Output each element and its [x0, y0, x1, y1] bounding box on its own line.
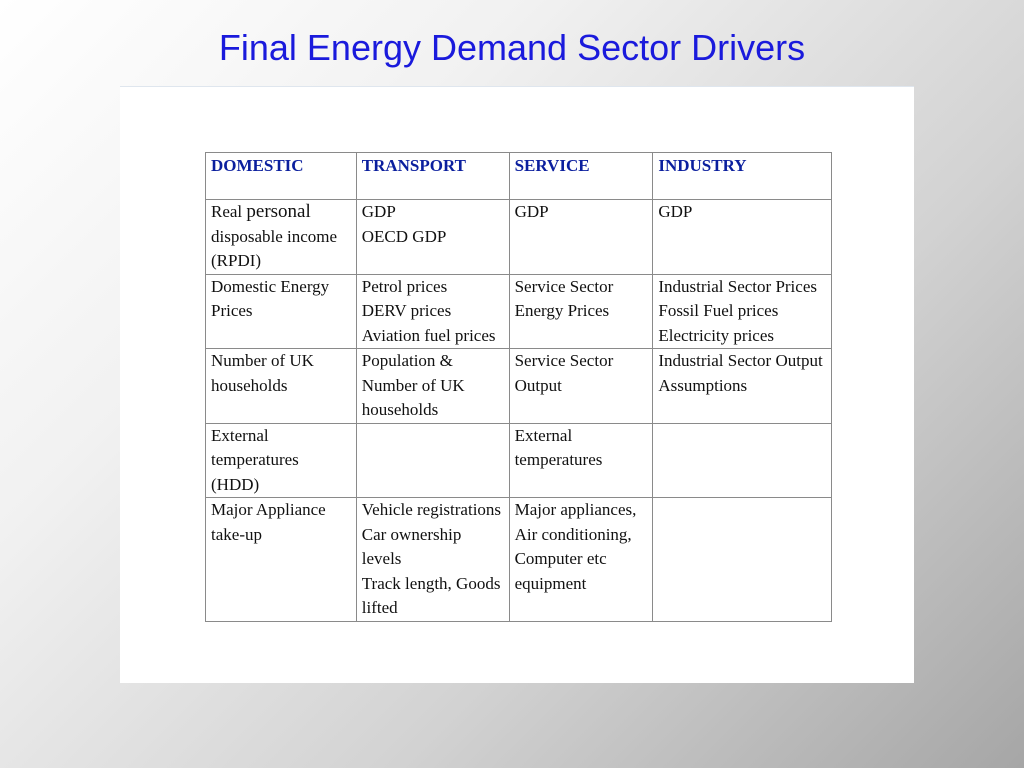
cell-line: External temperatures [514, 425, 603, 469]
cell-industry [653, 349, 832, 424]
cell-line: Petrol prices [361, 276, 448, 296]
cell-line: Population & Number of UK households [361, 351, 465, 419]
slide-title: Final Energy Demand Sector Drivers [218, 27, 806, 68]
header-service: SERVICE [509, 153, 653, 200]
cell-line: GDP [514, 202, 549, 221]
cell-line: Service Sector Energy Prices [514, 276, 614, 320]
cell-service [509, 498, 653, 622]
cell-industry [653, 274, 832, 349]
cell-transport [356, 423, 509, 498]
cell-line: Fossil Fuel prices [658, 301, 779, 320]
cell-transport [356, 274, 509, 349]
cell-line: GDP [361, 202, 396, 221]
cell-line: Electricity prices [658, 325, 774, 345]
cell-service [509, 200, 653, 275]
cell-domestic [206, 498, 357, 622]
cell-line: Service Sector Output [514, 351, 614, 395]
sector-drivers-table [205, 152, 832, 622]
cell-line: Vehicle registrations [361, 500, 502, 519]
cell-text: Real [211, 202, 243, 221]
header-industry: INDUSTRY [653, 153, 832, 200]
cell-line: Industrial Sector Prices [658, 276, 817, 296]
cell-service [509, 423, 653, 498]
table-row [206, 423, 832, 498]
cell-transport [356, 349, 509, 424]
cell-industry [653, 498, 832, 622]
cell-line: Aviation fuel prices [361, 325, 496, 345]
table-row [206, 349, 832, 424]
header-transport: TRANSPORT [356, 153, 509, 200]
cell-service [509, 274, 653, 349]
cell-transport [356, 200, 509, 275]
cell-industry [653, 423, 832, 498]
cell-industry [653, 200, 832, 275]
cell-line: Major Appliance take-up [211, 500, 326, 544]
cell-line: Industrial Sector Output Assumptions [658, 351, 823, 395]
cell-transport [356, 498, 509, 622]
table-row [206, 498, 832, 622]
cell-domestic [206, 423, 357, 498]
cell-line: Number of UK households [211, 351, 314, 395]
cell-line: OECD GDP [361, 226, 447, 246]
cell-line: GDP [658, 202, 693, 221]
cell-service [509, 349, 653, 424]
cell-line: External temperatures (HDD) [211, 425, 299, 494]
cell-domestic [206, 274, 357, 349]
cell-line: Major appliances, Air conditioning, Computer etc equipment [514, 500, 637, 593]
cell-line: Domestic Energy Prices [211, 276, 330, 320]
cell-line: DERV prices [361, 301, 452, 320]
cell-text: disposable income (RPDI) [211, 226, 338, 270]
cell-line: Track length, Goods lifted [361, 573, 501, 617]
header-domestic: DOMESTIC [206, 153, 357, 200]
cell-domestic [206, 349, 357, 424]
cell-text: personal [246, 201, 311, 222]
cell-domestic [206, 200, 357, 275]
table-row [206, 200, 832, 275]
table-header-row [206, 153, 832, 200]
table-row [206, 274, 832, 349]
content-panel [120, 86, 914, 683]
cell-line: Car ownership levels [361, 524, 462, 568]
